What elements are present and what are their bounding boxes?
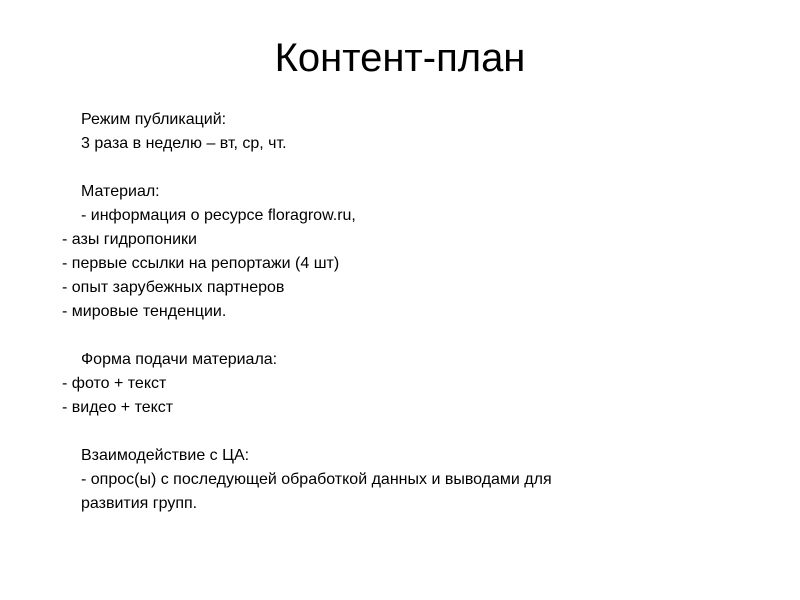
spacer [62,420,702,444]
slide-body [62,108,702,516]
spacer [62,156,702,180]
format-line: - видео + текст [62,399,174,416]
material-line: - мировые тенденции. [62,303,227,320]
material-line: - опыт зарубежных партнеров [62,279,285,296]
section-heading-mode: Режим публикаций: [81,111,227,128]
slide-title: Контент-план [274,36,526,80]
material-line: - информация о ресурсе floragrow.ru, [81,207,356,224]
material-line: - азы гидропоники [62,231,197,248]
material-line: - первые ссылки на репортажи (4 шт) [62,255,340,272]
section-heading-material: Материал: [81,183,160,200]
interaction-line: - опрос(ы) с последующей обработкой данных и выводами для [81,471,552,488]
spacer [62,324,702,348]
section-heading-interaction: Взаимодействие с ЦА: [81,447,250,464]
section-heading-format: Форма подачи материала: [81,351,278,368]
interaction-line: развития групп. [81,495,198,512]
mode-line: 3 раза в неделю – вт, ср, чт. [81,135,287,152]
format-line: - фото + текст [62,375,167,392]
